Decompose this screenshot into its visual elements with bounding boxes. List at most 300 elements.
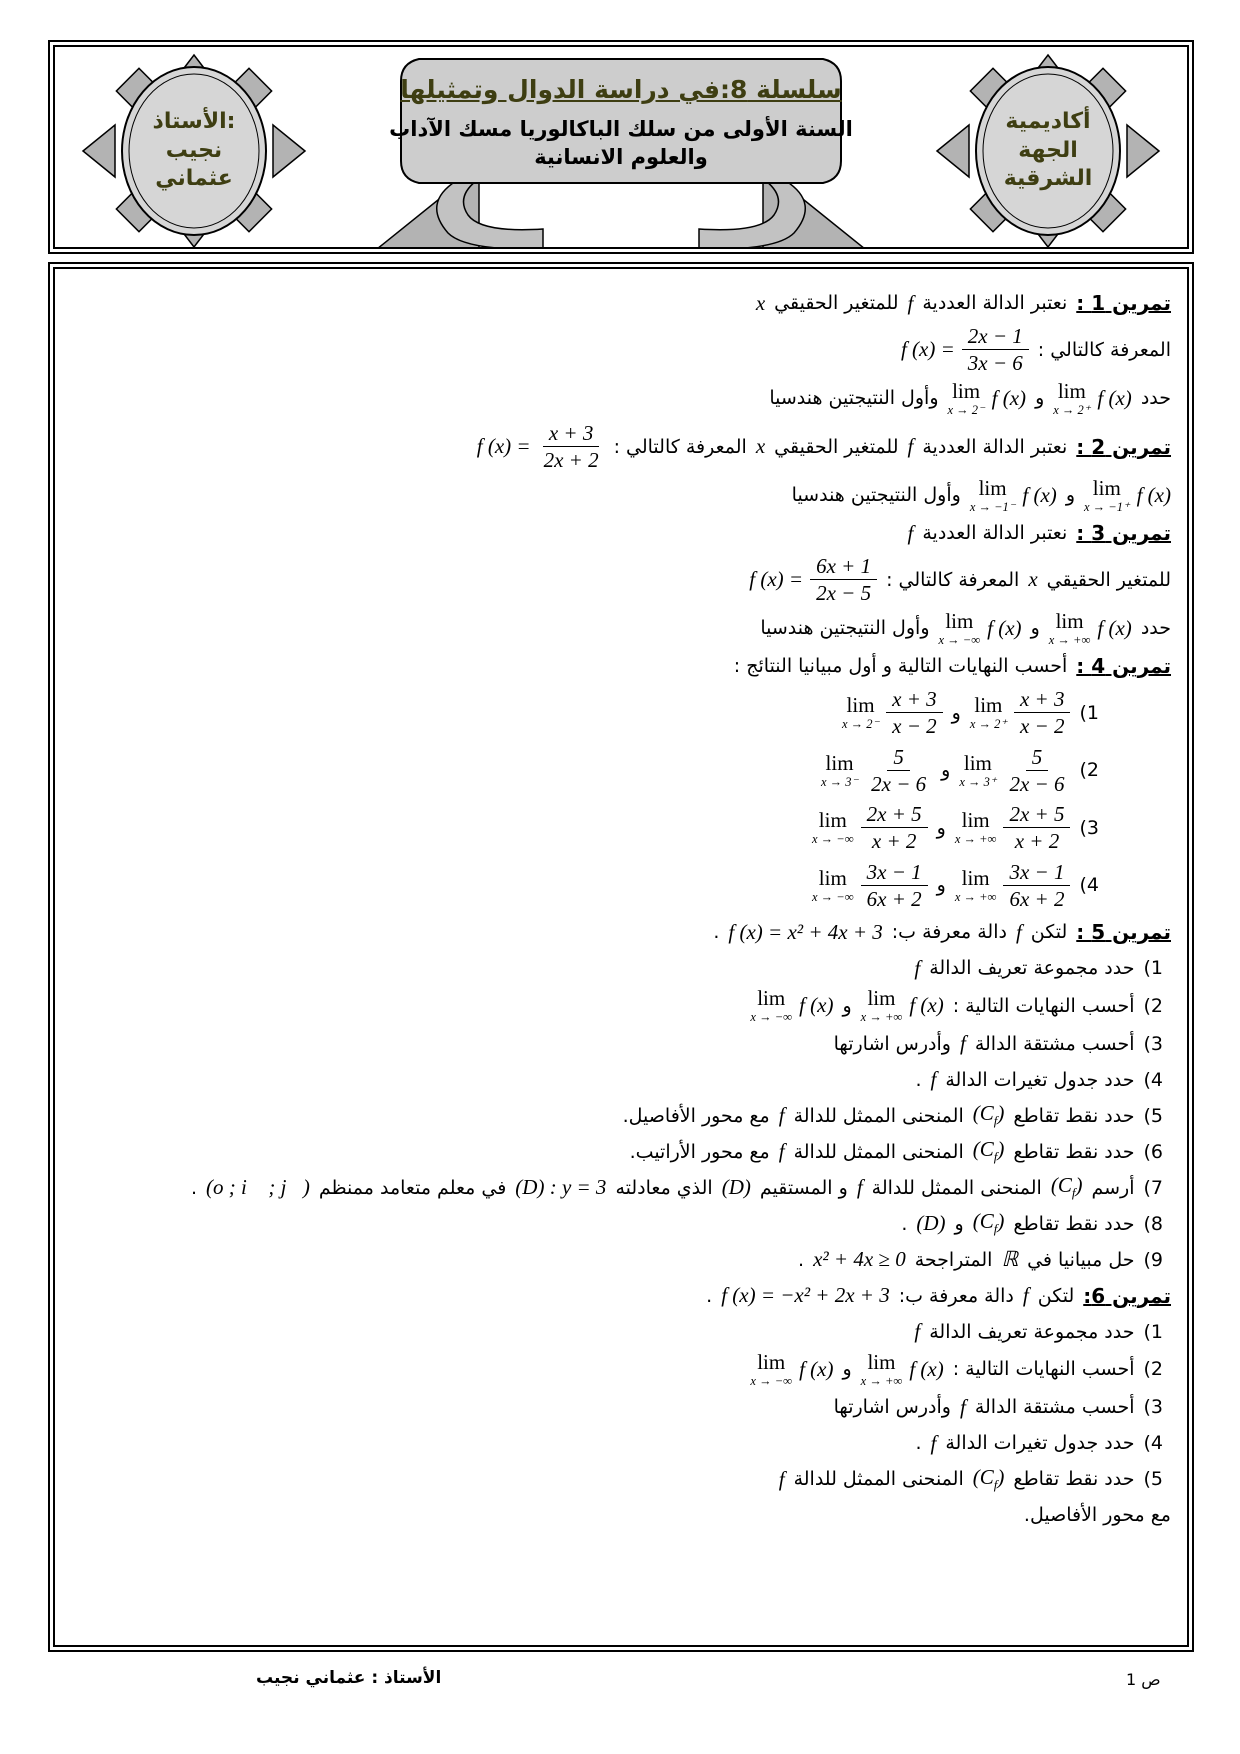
fraction	[962, 323, 1029, 377]
teacher-badge-line1: الأستاذ:	[152, 109, 236, 135]
ex5-item5-a: حدد نقط تقاطع	[1013, 1104, 1135, 1127]
math-fx: f (x)	[909, 1356, 944, 1381]
item-number: (6	[1143, 1140, 1163, 1163]
item-number: (8	[1143, 1212, 1163, 1235]
fraction-numerator: 2x − 1	[962, 323, 1029, 350]
ex4-row-3	[65, 801, 1171, 855]
ex1-intro-b: للمتغير الحقيقي	[774, 292, 899, 314]
ex2-geo-tail: وأول النتيجتين هندسيا	[791, 484, 961, 507]
line-d-symbol: (D)	[916, 1211, 946, 1235]
title-banner	[371, 49, 871, 249]
math-fx: f (x)	[987, 615, 1022, 640]
ex3-function-formula	[749, 553, 877, 607]
and-word: و	[1035, 387, 1045, 410]
cf-sub: f	[993, 1477, 998, 1493]
ex5-item-5	[65, 1100, 1171, 1132]
ex2-intro-c: المعرفة كالتالي :	[613, 435, 747, 458]
math-fx: f (x)	[1022, 482, 1057, 507]
ex5-item9-a: حل مبيانيا في	[1027, 1248, 1135, 1271]
math-f: f	[778, 1139, 785, 1163]
fraction	[1003, 744, 1070, 798]
limit	[1084, 475, 1130, 514]
limit-expression	[970, 686, 1071, 740]
limit-expression	[860, 1349, 944, 1388]
item-number: (2	[1143, 1358, 1163, 1381]
ex2-title: تمرين 2 :	[1076, 434, 1171, 459]
limit-expression	[1053, 378, 1132, 417]
series-subtitle	[371, 115, 871, 172]
lim-subscript: x → +∞	[954, 889, 997, 904]
cf-close: )	[997, 1464, 1005, 1489]
sentence-dot: .	[706, 1284, 713, 1307]
item-number: (1	[1143, 957, 1163, 979]
limit-expression	[959, 744, 1070, 798]
and-word: و	[936, 816, 946, 839]
ex4-intro: أحسب النهايات التالية و أول مبيانيا النتائج :	[733, 655, 1068, 677]
math-f: f	[930, 1430, 937, 1455]
ex3-intro: نعتبر الدالة العددية	[922, 522, 1068, 544]
ex6-equation: f (x) = −x² + 2x + 3	[721, 1283, 890, 1307]
math-fx: f (x)	[991, 385, 1027, 410]
ex6-item2-text: أحسب النهايات التالية :	[952, 1358, 1135, 1381]
sentence-dot: .	[901, 1212, 908, 1235]
ex5-item6-c: مع محور الأراتيب.	[629, 1140, 770, 1163]
fraction-denominator: 6x + 2	[1009, 886, 1065, 911]
lim-subscript: x → 3⁻	[820, 774, 859, 789]
math-f: f	[914, 1319, 921, 1343]
math-f: f	[778, 1103, 785, 1127]
fraction-numerator: 2x + 5	[861, 801, 928, 828]
fraction	[810, 553, 877, 607]
exercises-content	[55, 269, 1187, 1645]
curve-cf-symbol	[1051, 1173, 1083, 1201]
ex5-item7-e: في معلم متعامد ممنظم	[318, 1176, 507, 1199]
curve-cf-symbol	[973, 1209, 1005, 1237]
ex1-geo-tail: وأول النتيجتين هندسيا	[769, 387, 939, 410]
sentence-dot: .	[190, 1176, 198, 1199]
item-number: (3	[1143, 1396, 1163, 1418]
math-fx: f (x)	[1097, 615, 1132, 640]
limit-expression	[842, 686, 943, 740]
item-number: (4	[1143, 1068, 1163, 1091]
lim-word: lim	[867, 1349, 896, 1374]
cf-sub: f	[993, 1221, 998, 1237]
lim-subscript: x → −∞	[811, 832, 854, 846]
lim-word: lim	[961, 808, 990, 832]
fraction-denominator: x + 2	[1014, 829, 1060, 854]
lim-word: lim	[825, 750, 854, 775]
ex6-item4-text: حدد جدول تغيرات الدالة	[945, 1432, 1135, 1454]
coordinate-frame-symbol: (o ; i⃗ ; j⃗)	[206, 1175, 310, 1199]
item-number: (7	[1143, 1176, 1163, 1199]
ex4-row-2	[65, 744, 1171, 798]
ex6-item-3	[65, 1391, 1171, 1423]
lim-word: lim	[757, 1349, 786, 1374]
fraction-denominator: 2x − 6	[1009, 771, 1065, 796]
ex5-item5-b: المنحنى الممثل للدالة	[793, 1104, 964, 1127]
limit	[861, 988, 903, 1024]
fraction-denominator: 2x − 5	[816, 581, 872, 606]
fraction	[886, 686, 943, 740]
and-word: و	[941, 759, 951, 782]
lim-word: lim	[867, 986, 896, 1010]
limit-expression	[821, 744, 932, 798]
limit-expression	[750, 1349, 834, 1388]
determine-label: حدد	[1140, 387, 1171, 410]
ex5-item7-d: الذي معادلته	[615, 1176, 713, 1199]
item-number: (5	[1143, 1104, 1163, 1127]
math-fx: f (x)	[1097, 385, 1132, 410]
lim-word: lim	[1055, 608, 1084, 633]
math-f: f	[907, 520, 914, 545]
math-fx-eq: f (x) =	[749, 567, 804, 592]
limit-expression	[969, 475, 1057, 514]
lim-word: lim	[952, 378, 981, 403]
lim-subscript: x → −1⁻	[969, 499, 1016, 514]
limit-expression	[861, 988, 944, 1024]
limit-expression	[750, 988, 833, 1024]
lim-subscript: x → 2⁺	[1053, 402, 1091, 417]
cf-close: )	[997, 1101, 1005, 1126]
ex5-item6-b: المنحنى الممثل للدالة	[793, 1140, 964, 1163]
item-number: (9	[1143, 1248, 1163, 1271]
ex4-intro-line	[65, 650, 1171, 682]
ex6-item-2	[65, 1349, 1171, 1388]
cf-open: (C	[972, 1137, 994, 1162]
cf-sub: f	[993, 1113, 998, 1129]
item-number: (1	[1143, 1320, 1163, 1343]
academy-badge-text	[1004, 108, 1093, 194]
exercises-frame	[48, 262, 1194, 1652]
teacher-badge-line3: عثماني	[155, 166, 233, 192]
ex6-item5-b: المنحنى الممثل للدالة	[793, 1468, 964, 1490]
lim-word: lim	[818, 808, 847, 832]
ex6-item-5-continuation	[65, 1499, 1171, 1531]
ex3-title: تمرين 3 :	[1076, 521, 1171, 545]
lim-word: lim	[757, 986, 786, 1010]
ex5-item7-a: أرسم	[1091, 1176, 1135, 1199]
lim-subscript: x → −∞	[750, 1010, 793, 1024]
limit	[947, 378, 985, 417]
ex5-item7-c: و المستقيم	[759, 1176, 848, 1199]
limit	[812, 810, 854, 846]
math-fx: f (x)	[799, 1356, 834, 1381]
ex5-item9-b: المتراجحة	[914, 1248, 993, 1271]
and-word: و	[1065, 484, 1075, 507]
ex2-function-formula	[477, 420, 605, 474]
math-x: x	[755, 434, 766, 459]
fraction	[861, 859, 928, 913]
math-x: x	[1028, 567, 1038, 592]
footer-page-number: ص 1	[1126, 1670, 1161, 1689]
fraction	[1003, 801, 1070, 855]
ex2-limits-line	[65, 475, 1171, 514]
and-word: و	[951, 701, 961, 724]
fraction-denominator: 2x + 2	[543, 448, 599, 473]
limit-expression	[955, 859, 1071, 913]
header-frame	[48, 40, 1194, 254]
exercises-frame-inner	[53, 267, 1189, 1647]
limit	[820, 750, 859, 789]
lim-subscript: x → −∞	[811, 889, 854, 904]
fraction-denominator: x − 2	[892, 714, 937, 739]
footer-teacher: الأستاذ : عثماني نجيب	[256, 1668, 442, 1688]
lim-subscript: x → −∞	[750, 1373, 793, 1388]
fraction-denominator: x + 2	[871, 829, 917, 854]
limit	[750, 988, 792, 1024]
item-number: (2	[1143, 994, 1163, 1017]
fraction-numerator: 3x − 1	[861, 859, 928, 886]
cf-close: )	[997, 1209, 1005, 1234]
teacher-badge	[81, 53, 307, 249]
fraction	[861, 801, 928, 855]
fraction-numerator: 2x + 5	[1003, 801, 1070, 828]
ex6-intro-line	[65, 1280, 1171, 1312]
lim-word: lim	[818, 865, 847, 890]
ex5-item2-text: أحسب النهايات التالية :	[952, 994, 1135, 1017]
curve-cf-symbol	[973, 1101, 1005, 1129]
fraction-denominator: 6x + 2	[866, 886, 922, 911]
limit-expression	[812, 859, 928, 913]
ex1-limits-line	[65, 378, 1171, 417]
lim-word: lim	[945, 608, 974, 633]
fraction-numerator: x + 3	[886, 686, 943, 713]
math-fx-eq: f (x) =	[900, 337, 955, 362]
line-d-equation: (D) : y = 3	[515, 1175, 607, 1199]
item-number: (3	[1079, 816, 1099, 839]
ex6-item1-text: حدد مجموعة تعريف الدالة	[929, 1320, 1135, 1343]
limit	[959, 750, 997, 789]
lim-subscript: x → 2⁻	[947, 402, 985, 417]
sentence-dot: .	[915, 1432, 922, 1454]
lim-subscript: x → 2⁻	[841, 717, 880, 731]
ex2-intro-a: نعتبر الدالة العددية	[922, 435, 1068, 458]
curve-cf-symbol	[973, 1137, 1005, 1165]
ex5-intro-a: لتكن	[1030, 921, 1068, 943]
ex1-intro-line	[65, 287, 1171, 319]
ex5-item6-a: حدد نقط تقاطع	[1013, 1140, 1135, 1163]
lim-word: lim	[978, 475, 1007, 500]
limit	[970, 695, 1007, 731]
ex6-intro-a: لتكن	[1037, 1284, 1075, 1307]
cf-open: (C	[972, 1101, 994, 1126]
ex5-item7-b: المنحنى الممثل للدالة	[871, 1176, 1042, 1199]
lim-word: lim	[963, 750, 992, 775]
lim-word: lim	[974, 693, 1003, 717]
ex1-title: تمرين 1 :	[1076, 291, 1171, 315]
ex3-geo-tail: وأول النتيجتين هندسيا	[760, 617, 930, 640]
lim-word: lim	[846, 693, 875, 717]
ex6-intro-b: دالة معرفة ب:	[898, 1284, 1014, 1307]
fraction	[865, 744, 932, 798]
and-word: و	[936, 874, 946, 897]
ex5-item-7	[65, 1172, 1171, 1204]
ex5-intro-line	[65, 916, 1171, 948]
lim-subscript: x → +∞	[860, 1373, 903, 1388]
academy-badge-line2: الجهة	[1018, 137, 1078, 163]
ex4-row-4	[65, 859, 1171, 913]
limit	[750, 1349, 793, 1388]
ex6-title: تمرين 6:	[1083, 1283, 1171, 1308]
math-f: f	[914, 955, 921, 980]
limit	[969, 475, 1016, 514]
cf-open: (C	[972, 1464, 994, 1489]
academy-badge-line1: أكاديمية	[1005, 109, 1091, 135]
ex5-item-1	[65, 952, 1171, 984]
ex6-item5-tail: مع محور الأفاصيل.	[1023, 1504, 1171, 1526]
math-f: f	[959, 1031, 966, 1055]
math-f: f	[959, 1394, 966, 1419]
math-fx: f (x)	[799, 993, 834, 1018]
ex3-line2-b: المعرفة كالتالي :	[886, 568, 1020, 591]
lim-word: lim	[1057, 378, 1086, 403]
limit	[842, 695, 879, 731]
ex5-item3-b: وأدرس اشارتها	[833, 1032, 951, 1055]
series-subtitle-line2: والعلوم الانسانية	[534, 145, 708, 170]
inequality-expression: x² + 4x ≥ 0	[813, 1247, 906, 1271]
sentence-dot: .	[915, 1068, 922, 1091]
cf-sub: f	[1071, 1185, 1076, 1201]
ex5-item1-text: حدد مجموعة تعريف الدالة	[929, 957, 1135, 979]
determine-label: حدد	[1140, 617, 1171, 640]
limit	[860, 1349, 903, 1388]
fraction-numerator: x + 3	[543, 420, 600, 447]
ex1-def-label: المعرفة كالتالي :	[1037, 338, 1171, 361]
lim-subscript: x → +∞	[954, 832, 997, 846]
curve-cf-symbol	[973, 1465, 1005, 1493]
limit-expression	[955, 801, 1071, 855]
cf-close: )	[1075, 1173, 1083, 1198]
item-number: (2	[1079, 759, 1099, 782]
limit	[938, 608, 981, 647]
sentence-dot: .	[798, 1248, 805, 1271]
ex5-item3-a: أحسب مشتقة الدالة	[974, 1032, 1135, 1055]
ex3-line2-a: للمتغير الحقيقي	[1046, 568, 1171, 591]
math-f: f	[1015, 919, 1022, 944]
math-fx: f (x)	[909, 993, 944, 1018]
cf-open: (C	[1050, 1173, 1072, 1198]
item-number: (5	[1143, 1468, 1163, 1490]
math-f: f	[856, 1175, 863, 1199]
academy-badge	[935, 53, 1161, 249]
teacher-badge-line2: نجيب	[165, 137, 223, 163]
limit-expression	[938, 608, 1022, 647]
lim-subscript: x → −1⁺	[1084, 499, 1130, 514]
math-x: x	[755, 290, 766, 315]
lim-subscript: x → 3⁺	[959, 774, 997, 789]
fraction	[1014, 686, 1071, 740]
ex5-item-9	[65, 1244, 1171, 1276]
math-f: f	[1022, 1283, 1029, 1307]
ex3-definition-line	[65, 553, 1171, 607]
ex2-intro-b: للمتغير الحقيقي	[774, 435, 899, 458]
cf-close: )	[997, 1137, 1005, 1162]
fraction-numerator: 5	[887, 744, 910, 771]
item-number: (1	[1079, 701, 1099, 724]
ex5-item-6	[65, 1136, 1171, 1168]
ex4-title: تمرين 4 :	[1076, 654, 1171, 678]
limit-expression	[1048, 608, 1132, 647]
fraction-denominator: x − 2	[1019, 714, 1065, 739]
math-f: f	[778, 1466, 785, 1491]
lim-subscript: x → +∞	[1048, 632, 1091, 647]
item-number: (4	[1079, 874, 1099, 897]
ex5-item-2	[65, 988, 1171, 1024]
sentence-dot: .	[713, 921, 720, 943]
and-word: و	[1030, 617, 1040, 640]
cf-sub: f	[993, 1149, 998, 1165]
math-f: f	[907, 434, 914, 459]
line-d-symbol: (D)	[721, 1175, 751, 1199]
limit	[1048, 608, 1091, 647]
ex6-item5-a: حدد نقط تقاطع	[1013, 1468, 1135, 1490]
limit	[955, 810, 997, 846]
item-number: (4	[1143, 1432, 1163, 1454]
lim-subscript: x → 2⁺	[969, 717, 1007, 731]
limit-expression	[1084, 475, 1171, 514]
ex1-definition-line	[65, 323, 1171, 377]
ex3-limits-line	[65, 608, 1171, 647]
and-word: و	[842, 994, 852, 1017]
ex1-function-formula	[901, 323, 1029, 377]
ex5-item-3	[65, 1028, 1171, 1060]
limit	[1053, 378, 1091, 417]
series-subtitle-line1: السنة الأولى من سلك الباكالوريا مسك الآداب	[389, 117, 853, 141]
lim-subscript: x → +∞	[860, 1010, 903, 1024]
ex5-item5-c: مع محور الأفاصيل.	[622, 1104, 770, 1127]
ex6-item-1	[65, 1316, 1171, 1348]
lim-subscript: x → −∞	[938, 632, 981, 647]
ex5-item-8	[65, 1208, 1171, 1240]
ex5-title: تمرين 5 :	[1076, 920, 1171, 944]
math-fx-eq: f (x) =	[476, 434, 531, 459]
limit-expression	[812, 801, 928, 855]
limit-expression	[947, 378, 1027, 417]
math-f: f	[930, 1067, 937, 1091]
ex5-equation: f (x) = x² + 4x + 3	[728, 919, 883, 944]
fraction-denominator: 3x − 6	[967, 351, 1023, 376]
fraction	[1003, 859, 1070, 913]
header-frame-inner	[53, 45, 1189, 249]
math-fx: f (x)	[1136, 482, 1171, 507]
cf-open: (C	[972, 1209, 994, 1234]
academy-badge-line3: الشرقية	[1003, 166, 1093, 192]
fraction	[538, 420, 605, 474]
fraction-numerator: 6x + 1	[810, 553, 877, 580]
lim-word: lim	[1092, 475, 1121, 500]
ex6-item3-a: أحسب مشتقة الدالة	[974, 1396, 1135, 1418]
math-f: f	[907, 290, 914, 315]
ex5-item4-text: حدد جدول تغيرات الدالة	[945, 1068, 1135, 1091]
ex5-intro-b: دالة معرفة ب:	[891, 921, 1007, 943]
fraction-numerator: 3x − 1	[1003, 859, 1070, 886]
ex6-item-5	[65, 1463, 1171, 1495]
teacher-badge-text	[153, 108, 236, 194]
ex1-intro-a: نعتبر الدالة العددية	[922, 292, 1068, 314]
and-word: و	[954, 1212, 964, 1235]
real-numbers-symbol: ℝ	[1001, 1247, 1019, 1271]
ex3-intro-line	[65, 517, 1171, 549]
ex5-item-4	[65, 1064, 1171, 1096]
ex2-intro-line	[65, 420, 1171, 474]
ex4-row-1	[65, 686, 1171, 740]
and-word: و	[842, 1358, 852, 1381]
limit	[811, 865, 854, 904]
ex6-item-4	[65, 1427, 1171, 1459]
ex5-item8-a: حدد نقط تقاطع	[1013, 1212, 1135, 1235]
limit	[954, 865, 997, 904]
fraction-numerator: x + 3	[1014, 686, 1071, 713]
